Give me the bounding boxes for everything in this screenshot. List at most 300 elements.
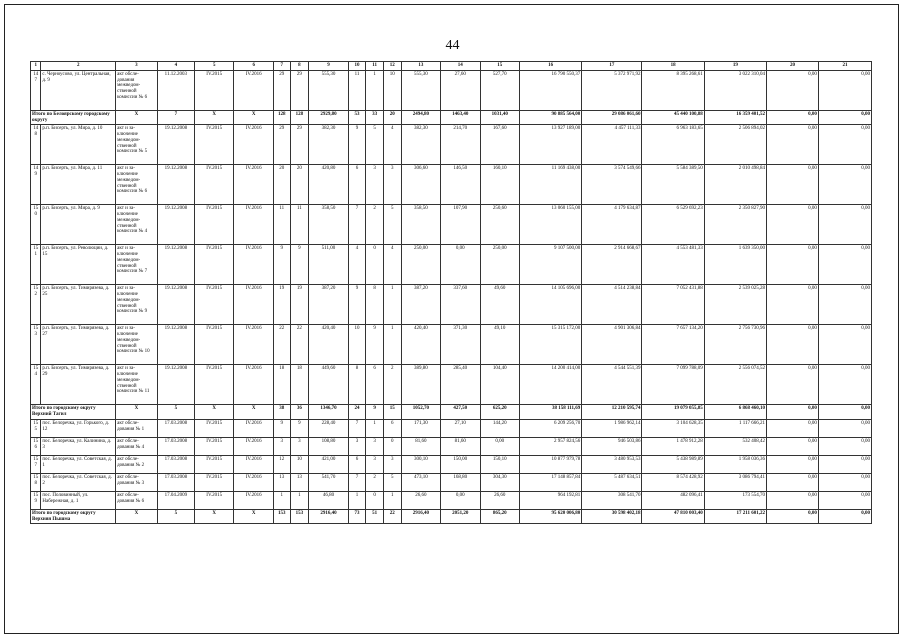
cell-col-15: 26,60: [480, 491, 519, 509]
address-cell: р.п. Бисерть, ул. Тимирязева, д. 29: [41, 365, 116, 405]
cell-col-10: 4: [348, 245, 366, 285]
cell-col-17: 4 514 238,84: [582, 285, 642, 325]
cell-col-9: 449,60: [309, 365, 348, 405]
cell-col-4: 17.03.2008: [157, 473, 194, 491]
table-row: [31, 245, 872, 285]
column-number-17: 17: [582, 62, 642, 71]
cell-col-19: 2 556 074,52: [704, 365, 766, 405]
cell-col-20: 0,00: [767, 70, 819, 110]
cell-col-5: X: [195, 405, 234, 420]
cell-col-5: IV.2015: [195, 245, 234, 285]
cell-col-8: 13: [290, 473, 309, 491]
column-number-16: 16: [519, 62, 581, 71]
cell-col-10: 6: [348, 455, 366, 473]
document-cell: акт и за-ключение межведом-ственной комиссии № 11: [116, 365, 158, 405]
cell-col-7: 12: [273, 455, 290, 473]
column-number-11: 11: [366, 62, 384, 71]
cell-col-20: 0,00: [767, 110, 819, 125]
cell-col-21: 0,00: [818, 245, 871, 285]
address-cell: с. Черноусово, ул. Центральная, д. 9: [41, 70, 116, 110]
cell-col-18: 5 584 389,50: [642, 165, 704, 205]
cell-col-14: 214,70: [441, 125, 480, 165]
cell-col-10: 7: [348, 205, 366, 245]
cell-col-9: 511,00: [309, 245, 348, 285]
cell-col-18: 5 438 989,89: [642, 455, 704, 473]
cell-col-20: 0,00: [767, 509, 819, 524]
cell-col-14: 371,30: [441, 325, 480, 365]
cell-col-11: 9: [366, 325, 384, 365]
cell-col-18: 47 810 003,40: [642, 509, 704, 524]
cell-col-16: 38 158 111,69: [519, 405, 581, 420]
cell-col-12: 20: [383, 110, 401, 125]
cell-col-8: 22: [290, 325, 309, 365]
document-cell: акт и за-ключение межведом-ственной комиссии № 10: [116, 325, 158, 365]
address-cell: пос. Половинный, ул. Набережная, д. 1: [41, 491, 116, 509]
cell-col-8: 18: [290, 365, 309, 405]
cell-col-21: 0,00: [818, 70, 871, 110]
cell-col-19: 2 506 894,02: [704, 125, 766, 165]
cell-col-11: 3: [366, 165, 384, 205]
cell-col-17: 5 487 634,51: [582, 473, 642, 491]
cell-col-15: 144,20: [480, 419, 519, 437]
cell-col-6: IV.2016: [234, 70, 273, 110]
cell-col-8: 11: [290, 205, 309, 245]
column-number-7: 7: [273, 62, 290, 71]
cell-col-14: 0,00: [441, 491, 480, 509]
cell-col-11: 1: [366, 70, 384, 110]
cell-col-4: 19.12.2008: [157, 205, 194, 245]
cell-col-4: 19.12.2008: [157, 325, 194, 365]
cell-col-15: 104,40: [480, 365, 519, 405]
cell-col-4: 17.03.2008: [157, 455, 194, 473]
cell-col-13: 420,40: [401, 325, 440, 365]
cell-col-20: 0,00: [767, 285, 819, 325]
cell-col-7: 11: [273, 205, 290, 245]
cell-col-8: 19: [290, 285, 309, 325]
cell-col-15: 160,10: [480, 165, 519, 205]
address-cell: р.п. Бисерть, ул. Революции, д. 15: [41, 245, 116, 285]
address-cell: р.п. Бисерть, ул. Мира, д. 9: [41, 205, 116, 245]
row-number: 152: [31, 285, 41, 325]
address-cell: р.п. Бисерть, ул. Мира, д. 10: [41, 125, 116, 165]
cell-col-8: 9: [290, 419, 309, 437]
cell-col-7: 9: [273, 245, 290, 285]
cell-col-5: IV.2015: [195, 419, 234, 437]
cell-col-7: 9: [273, 419, 290, 437]
cell-col-20: 0,00: [767, 125, 819, 165]
cell-col-18: 482 096,41: [642, 491, 704, 509]
cell-col-20: 0,00: [767, 473, 819, 491]
cell-col-17: 308 541,70: [582, 491, 642, 509]
cell-col-18: 3 104 628,35: [642, 419, 704, 437]
row-number: 158: [31, 473, 41, 491]
address-cell: пос. Белоречка, ул. Калинина, д. 3: [41, 437, 116, 455]
cell-col-13: 389,80: [401, 365, 440, 405]
cell-col-7: 153: [273, 509, 290, 524]
cell-col-18: 8 574 428,92: [642, 473, 704, 491]
cell-col-7: 1: [273, 491, 290, 509]
cell-col-13: 555,30: [401, 70, 440, 110]
subtotal-label: Итого по Белоярскому городскому округу: [31, 110, 116, 125]
cell-col-19: 3 086 794,41: [704, 473, 766, 491]
cell-col-5: IV.2015: [195, 205, 234, 245]
cell-col-16: 6 209 256,70: [519, 419, 581, 437]
cell-col-10: 10: [348, 325, 366, 365]
document-cell: акт и за-ключение межведом-ственной комиссии № 9: [116, 285, 158, 325]
column-number-12: 12: [383, 62, 401, 71]
cell-col-18: 7 052 431,88: [642, 285, 704, 325]
cell-col-12: 4: [383, 125, 401, 165]
cell-col-16: 2 957 824,56: [519, 437, 581, 455]
cell-col-13: 387,20: [401, 285, 440, 325]
cell-col-16: 95 620 006,80: [519, 509, 581, 524]
cell-col-20: 0,00: [767, 325, 819, 365]
cell-col-9: 421,00: [309, 455, 348, 473]
cell-col-14: 2051,20: [441, 509, 480, 524]
row-number: 149: [31, 165, 41, 205]
cell-col-5: IV.2015: [195, 285, 234, 325]
column-number-19: 19: [704, 62, 766, 71]
cell-col-8: 29: [290, 70, 309, 110]
cell-col-7: 29: [273, 125, 290, 165]
cell-col-3: X: [116, 110, 158, 125]
cell-col-18: 4 553 481,33: [642, 245, 704, 285]
document-cell: акт и за-ключение межведом-ственной комиссии № 5: [116, 125, 158, 165]
cell-col-11: 1: [366, 419, 384, 437]
cell-col-19: 532 408,42: [704, 437, 766, 455]
cell-col-4: 5: [157, 509, 194, 524]
cell-col-5: IV.2015: [195, 455, 234, 473]
cell-col-4: 11.12.2003: [157, 70, 194, 110]
cell-col-8: 9: [290, 245, 309, 285]
cell-col-16: 16 790 550,37: [519, 70, 581, 110]
cell-col-20: 0,00: [767, 419, 819, 437]
cell-col-9: 382,30: [309, 125, 348, 165]
cell-col-20: 0,00: [767, 205, 819, 245]
cell-col-17: 5 372 971,92: [582, 70, 642, 110]
document-cell: акт обсле-дования № 3: [116, 473, 158, 491]
cell-col-21: 0,00: [818, 285, 871, 325]
cell-col-9: 555,30: [309, 70, 348, 110]
cell-col-6: IV.2016: [234, 365, 273, 405]
cell-col-17: 4 901 306,84: [582, 325, 642, 365]
table-row: [31, 205, 872, 245]
cell-col-10: 53: [348, 110, 366, 125]
table-body: [31, 62, 872, 524]
cell-col-18: 8 395 268,61: [642, 70, 704, 110]
cell-col-17: 4 457 111,33: [582, 125, 642, 165]
cell-col-15: 527,70: [480, 70, 519, 110]
cell-col-7: 128: [273, 110, 290, 125]
document-cell: акт обсле-дования № 4: [116, 437, 158, 455]
cell-col-15: 0,00: [480, 437, 519, 455]
cell-col-17: 4 179 634,87: [582, 205, 642, 245]
cell-col-11: 3: [366, 455, 384, 473]
cell-col-17: 3 480 953,53: [582, 455, 642, 473]
cell-col-13: 2494,80: [401, 110, 440, 125]
cell-col-7: 29: [273, 70, 290, 110]
cell-col-12: 5: [383, 473, 401, 491]
cell-col-4: 5: [157, 405, 194, 420]
cell-col-17: 946 503,86: [582, 437, 642, 455]
cell-col-4: 19.12.2008: [157, 245, 194, 285]
cell-col-10: 3: [348, 437, 366, 455]
cell-col-9: 358,50: [309, 205, 348, 245]
cell-col-16: 13 060 155,00: [519, 205, 581, 245]
cell-col-7: 20: [273, 165, 290, 205]
cell-col-10: 73: [348, 509, 366, 524]
cell-col-9: 2929,80: [309, 110, 348, 125]
cell-col-4: 19.12.2008: [157, 285, 194, 325]
row-number: 157: [31, 455, 41, 473]
cell-col-5: IV.2015: [195, 70, 234, 110]
column-number-13: 13: [401, 62, 440, 71]
cell-col-18: 7 657 134,20: [642, 325, 704, 365]
table-row: [31, 285, 872, 325]
cell-col-14: 27,10: [441, 419, 480, 437]
document-cell: акт обсле-дования межведом-ственной комиссии № 6: [116, 70, 158, 110]
cell-col-14: 427,50: [441, 405, 480, 420]
cell-col-20: 0,00: [767, 365, 819, 405]
cell-col-17: 2 914 668,67: [582, 245, 642, 285]
cell-col-20: 0,00: [767, 165, 819, 205]
cell-col-15: 304,30: [480, 473, 519, 491]
cell-col-10: 8: [348, 365, 366, 405]
cell-col-6: IV.2016: [234, 165, 273, 205]
cell-col-18: 7 099 788,09: [642, 365, 704, 405]
cell-col-6: IV.2016: [234, 437, 273, 455]
cell-col-20: 0,00: [767, 491, 819, 509]
cell-col-4: 17.03.2008: [157, 437, 194, 455]
cell-col-14: 146,50: [441, 165, 480, 205]
cell-col-9: 1346,70: [309, 405, 348, 420]
document-cell: акт и за-ключение межведом-ственной комиссии № 7: [116, 245, 158, 285]
address-cell: пос. Белоречка, ул. Горького, д. 12: [41, 419, 116, 437]
page-number: 44: [445, 38, 460, 53]
housing-program-table: [30, 61, 872, 524]
cell-col-8: 10: [290, 455, 309, 473]
cell-col-10: 9: [348, 125, 366, 165]
cell-col-11: 2: [366, 205, 384, 245]
cell-col-6: IV.2016: [234, 245, 273, 285]
cell-col-8: 3: [290, 437, 309, 455]
cell-col-7: 38: [273, 405, 290, 420]
document-cell: акт и за-ключение межведом-ственной комиссии № 4: [116, 205, 158, 245]
cell-col-15: 625,20: [480, 405, 519, 420]
cell-col-5: IV.2015: [195, 125, 234, 165]
cell-col-19: 17 211 601,22: [704, 509, 766, 524]
cell-col-12: 3: [383, 165, 401, 205]
cell-col-15: 1031,40: [480, 110, 519, 125]
cell-col-10: 7: [348, 419, 366, 437]
cell-col-21: 0,00: [818, 125, 871, 165]
cell-col-21: 0,00: [818, 165, 871, 205]
cell-col-6: IV.2016: [234, 491, 273, 509]
address-cell: р.п. Бисерть, ул. Тимирязева, д. 25: [41, 285, 116, 325]
table-row: [31, 455, 872, 473]
cell-col-10: 1: [348, 491, 366, 509]
cell-col-9: 46,80: [309, 491, 348, 509]
subtotal-row: [31, 405, 872, 420]
cell-col-19: 1 958 036,36: [704, 455, 766, 473]
cell-col-13: 250,00: [401, 245, 440, 285]
cell-col-4: 17.04.2009: [157, 491, 194, 509]
row-number: 155: [31, 419, 41, 437]
cell-col-12: 22: [383, 509, 401, 524]
column-number-21: 21: [818, 62, 871, 71]
column-number-3: 3: [116, 62, 158, 71]
cell-col-4: 7: [157, 110, 194, 125]
cell-col-14: 27,60: [441, 70, 480, 110]
cell-col-13: 306,60: [401, 165, 440, 205]
cell-col-15: 49,60: [480, 285, 519, 325]
table-row: [31, 125, 872, 165]
cell-col-21: 0,00: [818, 365, 871, 405]
column-number-5: 5: [195, 62, 234, 71]
cell-col-14: 0,00: [441, 245, 480, 285]
cell-col-7: 13: [273, 473, 290, 491]
cell-col-12: 3: [383, 455, 401, 473]
cell-col-21: 0,00: [818, 455, 871, 473]
cell-col-11: 0: [366, 245, 384, 285]
cell-col-16: 14 105 696,00: [519, 285, 581, 325]
subtotal-row: [31, 509, 872, 524]
cell-col-11: 0: [366, 491, 384, 509]
column-number-9: 9: [309, 62, 348, 71]
cell-col-6: X: [234, 110, 273, 125]
cell-col-21: 0,00: [818, 419, 871, 437]
cell-col-13: 300,10: [401, 455, 440, 473]
cell-col-11: 51: [366, 509, 384, 524]
cell-col-14: 168,80: [441, 473, 480, 491]
cell-col-5: IV.2015: [195, 365, 234, 405]
cell-col-21: 0,00: [818, 437, 871, 455]
cell-col-14: 285,40: [441, 365, 480, 405]
subtotal-label: Итого по городскому округу Верхний Тагил: [31, 405, 116, 420]
address-cell: р.п. Бисерть, ул. Тимирязева, д. 27: [41, 325, 116, 365]
cell-col-20: 0,00: [767, 455, 819, 473]
cell-col-13: 473,10: [401, 473, 440, 491]
cell-col-6: IV.2016: [234, 455, 273, 473]
cell-col-5: IV.2015: [195, 491, 234, 509]
column-number-10: 10: [348, 62, 366, 71]
cell-col-21: 0,00: [818, 205, 871, 245]
cell-col-13: 171,30: [401, 419, 440, 437]
cell-col-9: 108,80: [309, 437, 348, 455]
cell-col-9: 541,70: [309, 473, 348, 491]
cell-col-20: 0,00: [767, 245, 819, 285]
cell-col-16: 14 200 414,00: [519, 365, 581, 405]
subtotal-label: Итого по городскому округу Верхняя Пышма: [31, 509, 116, 524]
document-cell: акт и за-ключение межведом-ственной комиссии № 6: [116, 165, 158, 205]
cell-col-17: 1 986 962,14: [582, 419, 642, 437]
cell-col-16: 9 107 500,00: [519, 245, 581, 285]
cell-col-4: 19.12.2008: [157, 125, 194, 165]
column-number-15: 15: [480, 62, 519, 71]
cell-col-14: 150,00: [441, 455, 480, 473]
table-row: [31, 419, 872, 437]
row-number: 147: [31, 70, 41, 110]
cell-col-4: 19.12.2008: [157, 165, 194, 205]
cell-col-14: 107,90: [441, 205, 480, 245]
cell-col-18: 1 478 912,28: [642, 437, 704, 455]
column-number-20: 20: [767, 62, 819, 71]
table-row: [31, 325, 872, 365]
cell-col-9: 420,40: [309, 325, 348, 365]
cell-col-12: 6: [383, 419, 401, 437]
cell-col-16: 15 315 172,00: [519, 325, 581, 365]
column-number-8: 8: [290, 62, 309, 71]
cell-col-11: 5: [366, 125, 384, 165]
cell-col-10: 24: [348, 405, 366, 420]
cell-col-13: 1052,70: [401, 405, 440, 420]
cell-col-19: 2 350 827,90: [704, 205, 766, 245]
column-number-6: 6: [234, 62, 273, 71]
cell-col-21: 0,00: [818, 491, 871, 509]
cell-col-12: 5: [383, 205, 401, 245]
cell-col-7: 19: [273, 285, 290, 325]
cell-col-10: 9: [348, 285, 366, 325]
row-number: 156: [31, 437, 41, 455]
cell-col-16: 11 169 438,00: [519, 165, 581, 205]
cell-col-16: 90 885 564,00: [519, 110, 581, 125]
cell-col-12: 15: [383, 405, 401, 420]
cell-col-15: 49,10: [480, 325, 519, 365]
table-row: [31, 491, 872, 509]
cell-col-19: 6 868 460,10: [704, 405, 766, 420]
cell-col-15: 150,10: [480, 455, 519, 473]
cell-col-17: 29 086 061,60: [582, 110, 642, 125]
cell-col-4: 17.03.2008: [157, 419, 194, 437]
cell-col-17: 12 210 595,74: [582, 405, 642, 420]
cell-col-19: 2 756 730,96: [704, 325, 766, 365]
cell-col-20: 0,00: [767, 437, 819, 455]
cell-col-10: 7: [348, 473, 366, 491]
cell-col-13: 382,30: [401, 125, 440, 165]
cell-col-8: 36: [290, 405, 309, 420]
row-number: 150: [31, 205, 41, 245]
cell-col-6: IV.2016: [234, 125, 273, 165]
cell-col-7: 22: [273, 325, 290, 365]
cell-col-16: 964 192,81: [519, 491, 581, 509]
cell-col-18: 6 529 692,23: [642, 205, 704, 245]
cell-col-9: 228,40: [309, 419, 348, 437]
cell-col-6: X: [234, 405, 273, 420]
cell-col-10: 6: [348, 165, 366, 205]
cell-col-8: 20: [290, 165, 309, 205]
cell-col-21: 0,00: [818, 509, 871, 524]
cell-col-6: IV.2016: [234, 285, 273, 325]
cell-col-15: 250,60: [480, 205, 519, 245]
cell-col-10: 11: [348, 70, 366, 110]
cell-col-21: 0,00: [818, 110, 871, 125]
address-cell: р.п. Бисерть, ул. Мира, д. 11: [41, 165, 116, 205]
cell-col-20: 0,00: [767, 405, 819, 420]
address-cell: пос. Белоречка, ул. Советская, д. 1: [41, 455, 116, 473]
cell-col-14: 1463,40: [441, 110, 480, 125]
cell-col-16: 10 877 979,78: [519, 455, 581, 473]
cell-col-7: 3: [273, 437, 290, 455]
cell-col-11: 9: [366, 405, 384, 420]
cell-col-5: X: [195, 110, 234, 125]
cell-col-19: 16 359 401,52: [704, 110, 766, 125]
document-cell: акт обсле-дования № 2: [116, 455, 158, 473]
cell-col-12: 0: [383, 437, 401, 455]
cell-col-5: X: [195, 509, 234, 524]
cell-col-19: 2 539 025,28: [704, 285, 766, 325]
cell-col-13: 2916,40: [401, 509, 440, 524]
column-number-2: 2: [41, 62, 116, 71]
